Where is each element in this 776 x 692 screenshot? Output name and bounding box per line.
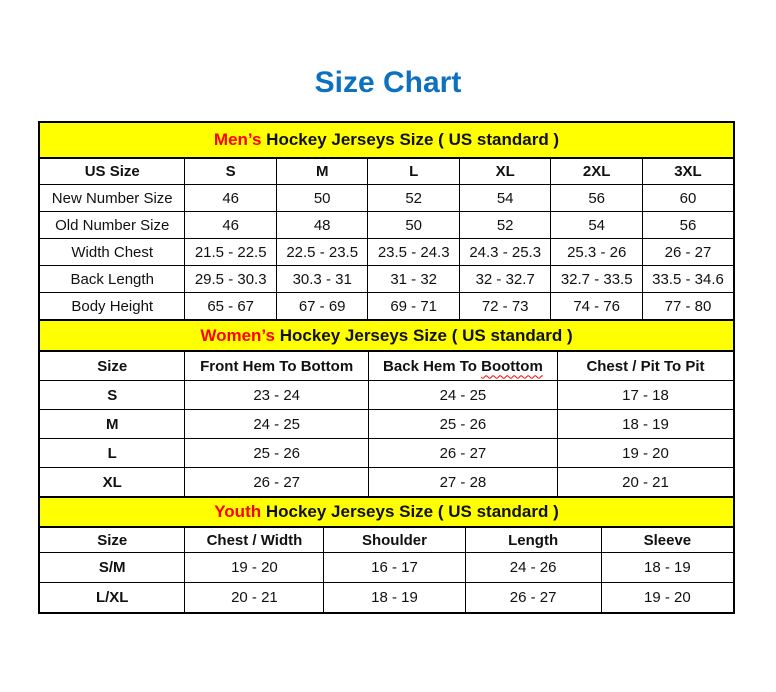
page-title: Size Chart <box>314 66 462 99</box>
table-row <box>39 468 734 498</box>
womens-section-heading <box>38 319 735 352</box>
row-label: M <box>39 410 185 439</box>
row-label: New Number Size <box>39 185 185 212</box>
youth-size-table <box>38 526 735 614</box>
column-header: Chest / Pit To Pit <box>557 351 734 381</box>
value-cell: 23.5 - 24.3 <box>368 239 460 266</box>
column-header: Size <box>39 527 185 553</box>
band-text: Hockey Jerseys Size ( US standard ) <box>274 325 573 345</box>
value-cell: 19 - 20 <box>601 583 734 614</box>
value-cell: 18 - 19 <box>324 583 465 614</box>
column-header: Front Hem To Bottom <box>185 351 368 381</box>
row-label: S/M <box>39 553 185 583</box>
row-label: XL <box>39 468 185 498</box>
column-header: Length <box>465 527 601 553</box>
band-text: Hockey Jerseys Size ( US standard ) <box>261 502 559 521</box>
misspelled-word: Boottom <box>481 357 543 375</box>
band-highlight: Youth <box>214 502 262 521</box>
value-cell: 50 <box>368 212 460 239</box>
mens-size-table <box>38 157 735 321</box>
value-cell: 27 - 28 <box>368 468 557 498</box>
value-cell: 30.3 - 31 <box>276 266 368 293</box>
column-header: L <box>368 158 460 185</box>
youth-section-heading <box>38 496 735 528</box>
row-label: S <box>39 381 185 410</box>
table-row <box>39 553 734 583</box>
value-cell: 32.7 - 33.5 <box>551 266 643 293</box>
value-cell: 26 - 27 <box>368 439 557 468</box>
table-row <box>39 410 734 439</box>
value-cell: 54 <box>459 185 551 212</box>
value-cell: 46 <box>185 185 277 212</box>
value-cell: 20 - 21 <box>185 583 324 614</box>
value-cell: 16 - 17 <box>324 553 465 583</box>
row-label: Body Height <box>39 293 185 321</box>
value-cell: 60 <box>642 185 734 212</box>
column-header: 2XL <box>551 158 643 185</box>
value-cell: 26 - 27 <box>642 239 734 266</box>
value-cell: 24 - 25 <box>368 381 557 410</box>
band-text: Hockey Jerseys Size ( US standard ) <box>261 130 560 149</box>
value-cell: 21.5 - 22.5 <box>185 239 277 266</box>
value-cell: 74 - 76 <box>551 293 643 321</box>
value-cell: 46 <box>185 212 277 239</box>
row-label: Old Number Size <box>39 212 185 239</box>
value-cell: 56 <box>551 185 643 212</box>
value-cell: 32 - 32.7 <box>459 266 551 293</box>
value-cell: 33.5 - 34.6 <box>642 266 734 293</box>
table-header-row <box>39 158 734 185</box>
table-row <box>39 381 734 410</box>
value-cell: 19 - 20 <box>185 553 324 583</box>
value-cell: 19 - 20 <box>557 439 734 468</box>
column-header: XL <box>459 158 551 185</box>
mens-section-heading <box>38 121 735 159</box>
value-cell: 29.5 - 30.3 <box>185 266 277 293</box>
value-cell: 72 - 73 <box>459 293 551 321</box>
value-cell: 26 - 27 <box>465 583 601 614</box>
value-cell: 31 - 32 <box>368 266 460 293</box>
column-header-text: Back Hem To <box>383 357 482 375</box>
table-row <box>39 185 734 212</box>
value-cell: 25 - 26 <box>185 439 368 468</box>
value-cell: 52 <box>459 212 551 239</box>
size-chart <box>38 121 735 614</box>
column-header: Sleeve <box>601 527 734 553</box>
value-cell: 17 - 18 <box>557 381 734 410</box>
table-row <box>39 266 734 293</box>
value-cell: 54 <box>551 212 643 239</box>
value-cell: 48 <box>276 212 368 239</box>
row-label: Width Chest <box>39 239 185 266</box>
value-cell: 65 - 67 <box>185 293 277 321</box>
table-row <box>39 239 734 266</box>
column-header: US Size <box>39 158 185 185</box>
table-header-row <box>39 351 734 381</box>
value-cell: 20 - 21 <box>557 468 734 498</box>
table-row <box>39 293 734 321</box>
value-cell: 24 - 25 <box>185 410 368 439</box>
value-cell: 22.5 - 23.5 <box>276 239 368 266</box>
column-header: S <box>185 158 277 185</box>
row-label: L/XL <box>39 583 185 614</box>
band-highlight: Men’s <box>213 130 262 149</box>
table-header-row <box>39 527 734 553</box>
table-row <box>39 212 734 239</box>
value-cell: 18 - 19 <box>557 410 734 439</box>
column-header: Chest / Width <box>185 527 324 553</box>
value-cell: 23 - 24 <box>185 381 368 410</box>
column-header <box>368 351 557 381</box>
band-highlight: Women’s <box>200 325 275 345</box>
row-label: Back Length <box>39 266 185 293</box>
value-cell: 52 <box>368 185 460 212</box>
column-header: M <box>276 158 368 185</box>
value-cell: 25.3 - 26 <box>551 239 643 266</box>
row-label: L <box>39 439 185 468</box>
value-cell: 77 - 80 <box>642 293 734 321</box>
column-header: 3XL <box>642 158 734 185</box>
value-cell: 24.3 - 25.3 <box>459 239 551 266</box>
value-cell: 26 - 27 <box>185 468 368 498</box>
value-cell: 25 - 26 <box>368 410 557 439</box>
value-cell: 69 - 71 <box>368 293 460 321</box>
value-cell: 56 <box>642 212 734 239</box>
table-row <box>39 583 734 614</box>
womens-size-table <box>38 350 735 498</box>
value-cell: 67 - 69 <box>276 293 368 321</box>
value-cell: 18 - 19 <box>601 553 734 583</box>
value-cell: 24 - 26 <box>465 553 601 583</box>
column-header: Shoulder <box>324 527 465 553</box>
column-header: Size <box>39 351 185 381</box>
value-cell: 50 <box>276 185 368 212</box>
table-row <box>39 439 734 468</box>
